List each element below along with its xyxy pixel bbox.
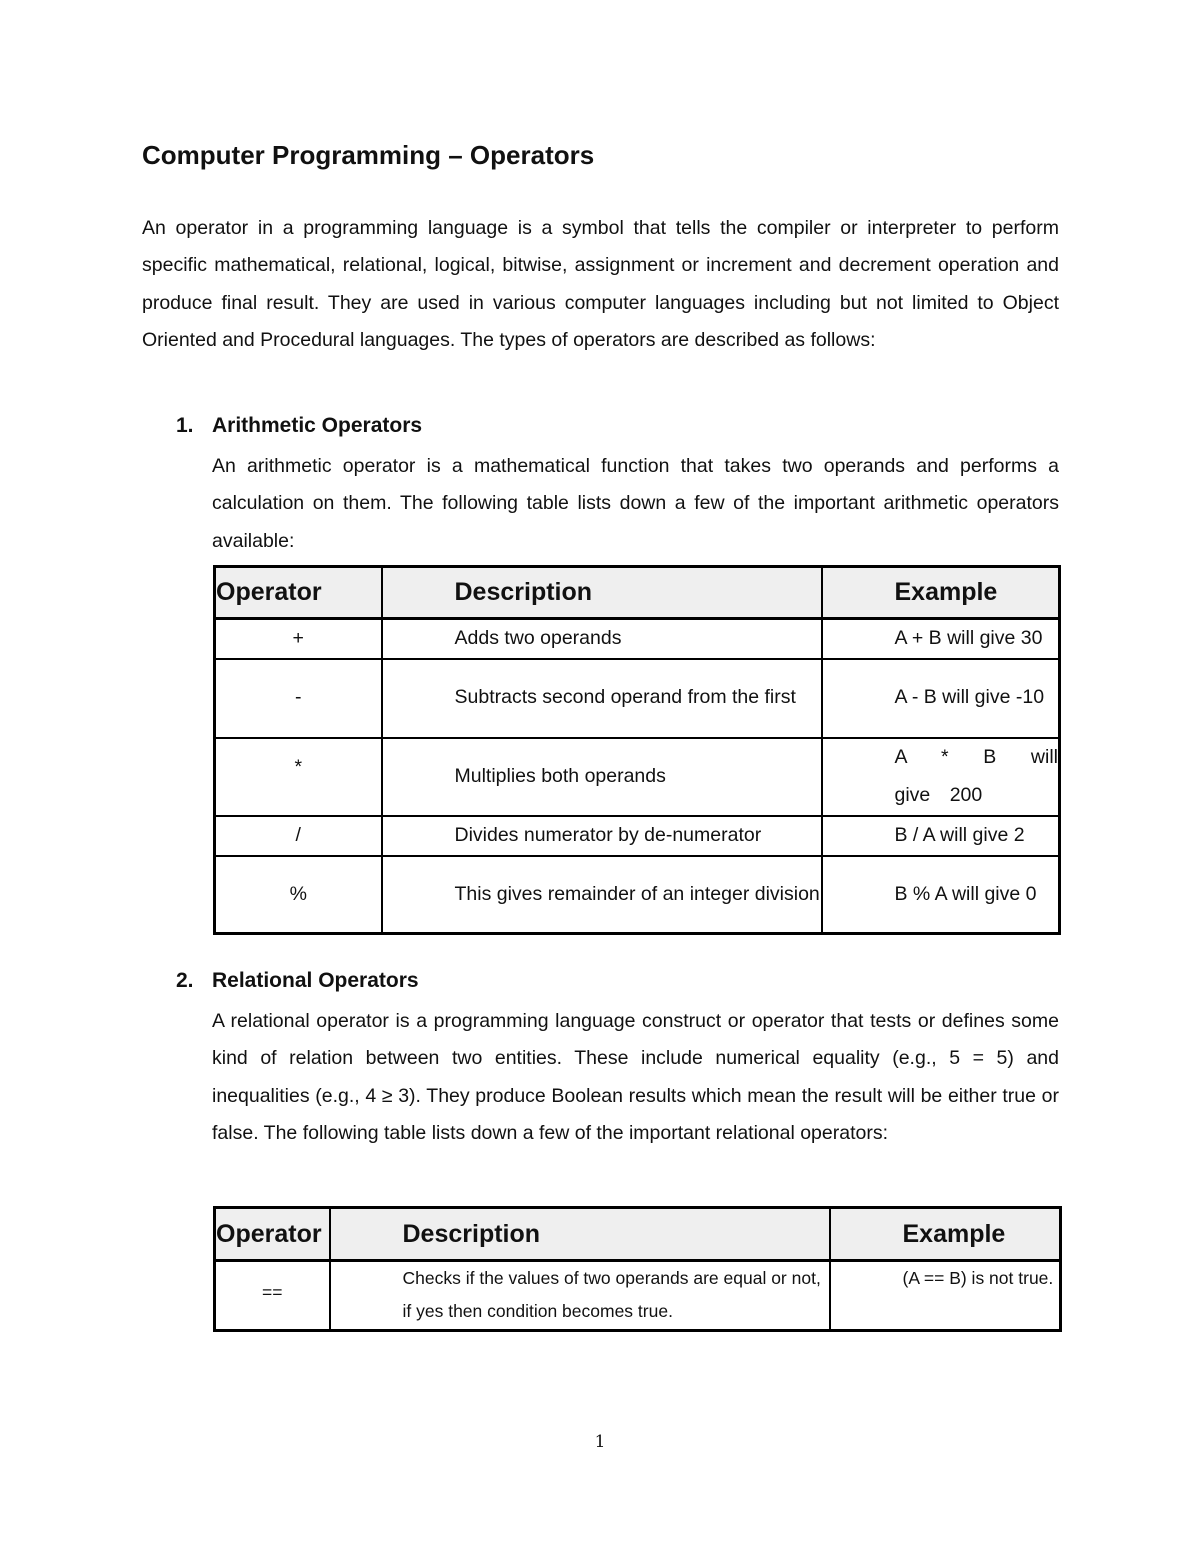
header-description: Description [382,567,822,619]
cell-example: B / A will give 2 [822,816,1060,856]
section-heading-relational [176,969,419,993]
section-heading-text: Relational Operators [212,969,419,992]
cell-description: Divides numerator by de-numerator [382,816,822,856]
intro-paragraph: An operator in a programming language is a symbol that tells the compiler or interpreter to perform specific mathematical, relational, logical, bitwise, assignment or increment and decrement operation and produce final result. They are used in various computer languages including but not limited to Object Oriented and Procedural languages. The types of operators are described as follows: [142,217,1059,351]
cell-operator: * [215,738,382,816]
table-header-row [215,1208,1061,1261]
section-number: 2. [176,969,194,992]
cell-example: A + B will give 30 [822,619,1060,659]
cell-description: Subtracts second operand from the first [382,659,822,738]
relational-paragraph: A relational operator is a programming language construct or operator that tests or defines some kind of relation between two entities. These include numerical equality (e.g., 5 = 5) and inequalities (e.g., 4 ≥ 3). They produce Boolean results which mean the result will be either true or false. The following table lists down a few of the important relational operators: [212,1010,1059,1144]
header-operator: Operator [215,1208,330,1261]
cell-description: Checks if the values of two operands are equal or not, if yes then condition becomes true. [330,1261,830,1331]
table-header-row [215,567,1060,619]
cell-description: Multiplies both operands [382,738,822,816]
cell-example: B % A will give 0 [822,856,1060,934]
cell-operator: % [215,856,382,934]
page-title: Computer Programming – Operators [142,140,595,170]
cell-description: Adds two operands [382,619,822,659]
header-example: Example [830,1208,1061,1261]
cell-operator: == [215,1261,330,1331]
arithmetic-paragraph: An arithmetic operator is a mathematical function that takes two operands and performs a calculation on them. The following table lists down a few of the important arithmetic operators available: [212,455,1059,552]
table-row [215,659,1060,738]
table-row [215,816,1060,856]
section-heading-text: Arithmetic Operators [212,414,423,437]
cell-example: A - B will give -10 [822,659,1060,738]
cell-example: (A == B) is not true. [830,1261,1061,1331]
cell-example: A * B will give 200 [822,738,1060,816]
table-row [215,1261,1061,1331]
page-number: 1 [594,1432,606,1452]
table-row [215,738,1060,816]
section-number: 1. [176,414,194,437]
cell-operator: + [215,619,382,659]
relational-operators-table [213,1206,1062,1332]
header-example: Example [822,567,1060,619]
cell-operator: - [215,659,382,738]
header-description: Description [330,1208,830,1261]
table-row [215,856,1060,934]
cell-operator: / [215,816,382,856]
section-heading-arithmetic [176,414,422,438]
cell-description: This gives remainder of an integer division [382,856,822,934]
header-operator: Operator [215,567,382,619]
arithmetic-operators-table [213,565,1061,935]
table-row [215,619,1060,659]
